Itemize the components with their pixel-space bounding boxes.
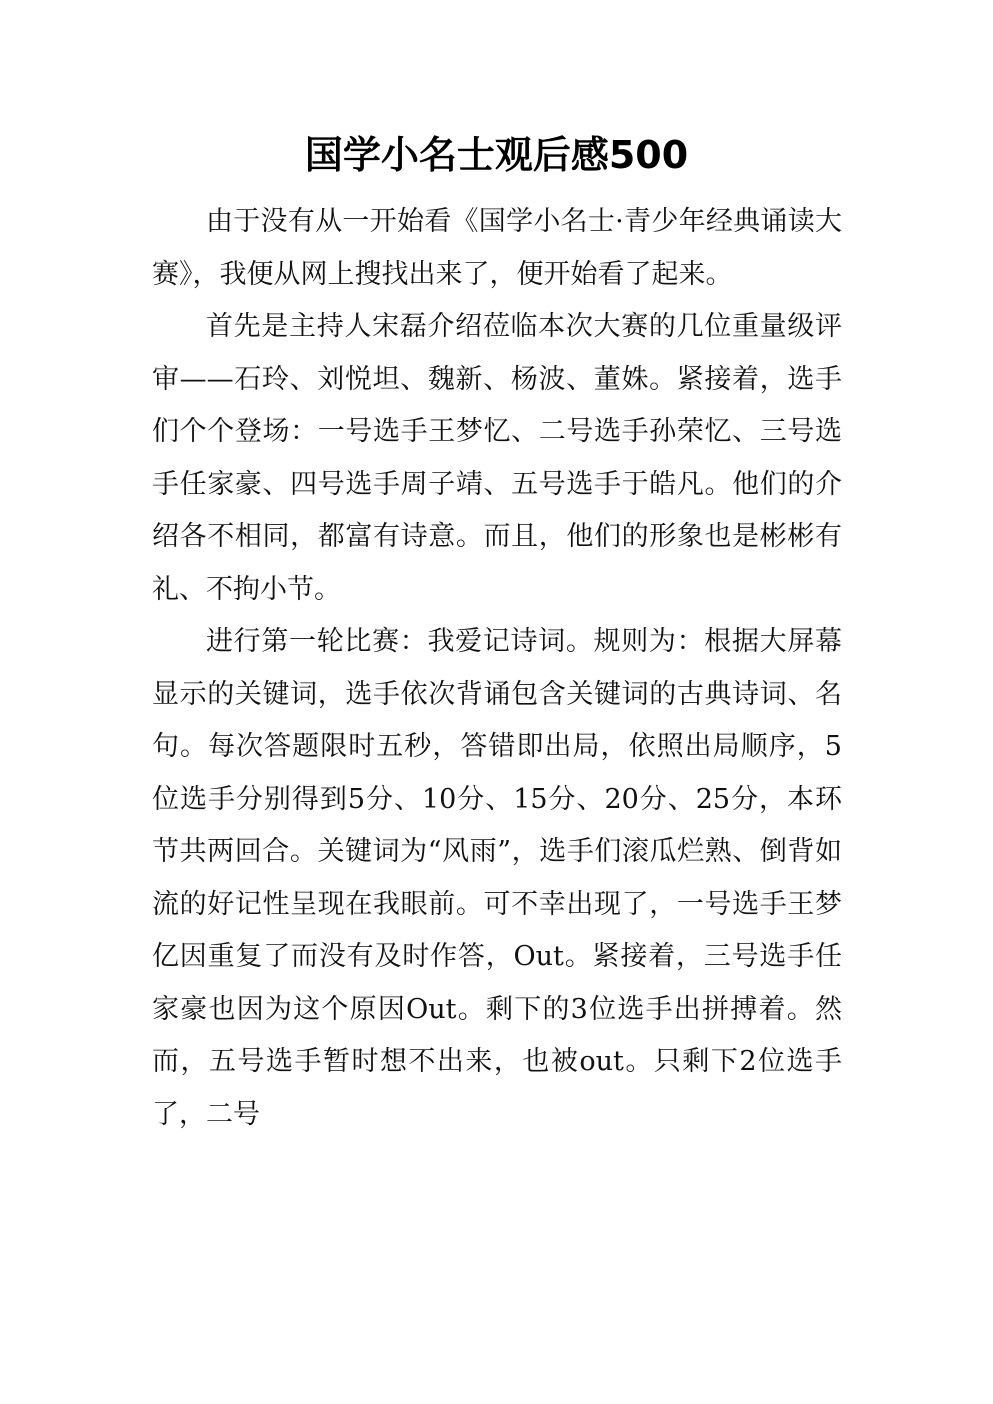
document-body [152, 196, 842, 1141]
paragraph-intro: 由于没有从一开始看《国学小名士·青少年经典诵读大赛》，我便从网上搜找出来了，便开始看了起来。 [152, 206, 842, 290]
document-title: 国学小名士观后感500 [304, 133, 689, 177]
paragraph-contestants: 首先是主持人宋磊介绍莅临本次大赛的几位重量级评审——石玲、刘悦坦、魏新、杨波、董姝。紧接着，选手们个个登场：一号选手王梦忆、二号选手孙荣忆、三号选手任家豪、四号选手周子靖、五号选手于皓凡。他们的介绍各不相同，都富有诗意。而且，他们的形象也是彬彬有礼、不拘小节。 [152, 311, 842, 605]
paragraph-first-round: 进行第一轮比赛：我爱记诗词。规则为：根据大屏幕显示的关键词，选手依次背诵包含关键词的古典诗词、名句。每次答题限时五秒，答错即出局，依照出局顺序，5位选手分别得到5分、10分、15分、20分、25分，本环节共两回合。关键词为“风雨”，选手们滚瓜烂熟、倒背如流的好记性呈现在我眼前。可不幸出现了，一号选手王梦亿因重复了而没有及时作答，Out。紧接着，三号选手任家豪也因为这个原因Out。剩下的3位选手出拼搏着。然而，五号选手暂时想不出来，也被out。只剩下2位选手了，二号 [152, 626, 842, 1130]
